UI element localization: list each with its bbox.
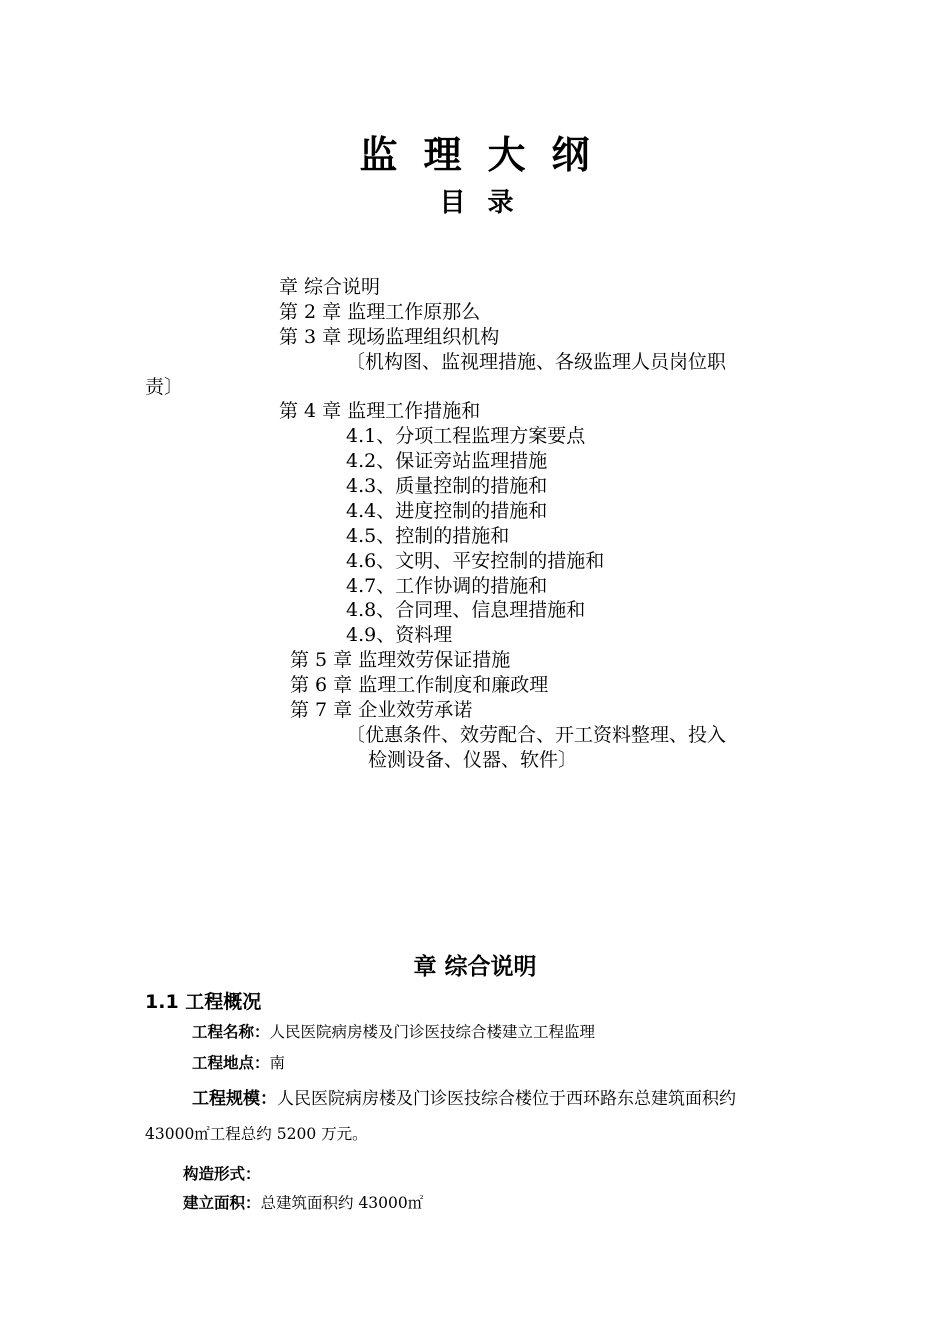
project-name-value: 人民医院病房楼及门诊医技综合楼建立工程监理 [269,1023,596,1041]
toc-item: 4.5、控制的措施和 [346,525,510,547]
project-location-label: 工程地点： [192,1054,270,1072]
toc-item: 4.7、工作协调的措施和 [346,575,548,597]
structure-row [183,1162,261,1184]
toc-chapter-2: 第 2 章 监理工作原那么 [279,301,481,323]
document-title: 监理大纲 [359,133,616,177]
structure-label: 构造形式： [183,1165,261,1183]
toc-item: 4.9、资料理 [346,624,453,646]
project-name-row [192,1020,595,1042]
toc-item: 4.1、分项工程监理方案要点 [346,425,586,447]
toc-chapter-7: 第 7 章 企业效劳承诺 [290,699,473,721]
toc-chapter-7-note: 〔优惠条件、效劳配合、开工资料整理、投入 [346,724,727,746]
toc-chapter-4: 第 4 章 监理工作措施和 [279,400,481,422]
project-scale-row [192,1084,736,1109]
toc-chapter-5: 第 5 章 监理效劳保证措施 [290,649,511,671]
section-title: 章 综合说明 [413,954,537,980]
toc-item: 4.2、保证旁站监理措施 [346,450,548,472]
project-location-row [192,1051,285,1073]
toc-item: 4.4、进度控制的措施和 [346,500,548,522]
toc-heading: 目录 [439,188,536,218]
section-subheading: 1.1 工程概况 [145,991,262,1013]
toc-item: 4.3、质量控制的措施和 [346,475,548,497]
toc-chapter-1: 章 综合说明 [279,276,381,298]
toc-chapter-3-note: 〔机构图、监视理措施、各级监理人员岗位职 [346,351,727,373]
build-area-label: 建立面积： [183,1194,261,1212]
build-area-value: 总建筑面积约 43000㎡ [260,1194,424,1212]
toc-item: 4.6、文明、平安控制的措施和 [346,550,605,572]
toc-chapter-7-note-cont: 检测设备、仪器、软件〕 [368,749,578,771]
project-scale-label: 工程规模： [192,1089,277,1109]
project-name-label: 工程名称： [192,1023,270,1041]
toc-chapter-3-note-cont: 责〕 [145,376,184,398]
toc-chapter-6: 第 6 章 监理工作制度和廉政理 [290,674,549,696]
project-scale-value: 人民医院病房楼及门诊医技综合楼位于西环路东总建筑面积约 [277,1089,736,1109]
build-area-row [183,1191,423,1213]
toc-item: 4.8、合同理、信息理措施和 [346,599,586,621]
toc-chapter-3: 第 3 章 现场监理组织机构 [279,326,500,348]
project-location-value: 南 [269,1054,286,1072]
project-scale-value-cont: 43000㎡工程总约 5200 万元。 [145,1125,368,1143]
